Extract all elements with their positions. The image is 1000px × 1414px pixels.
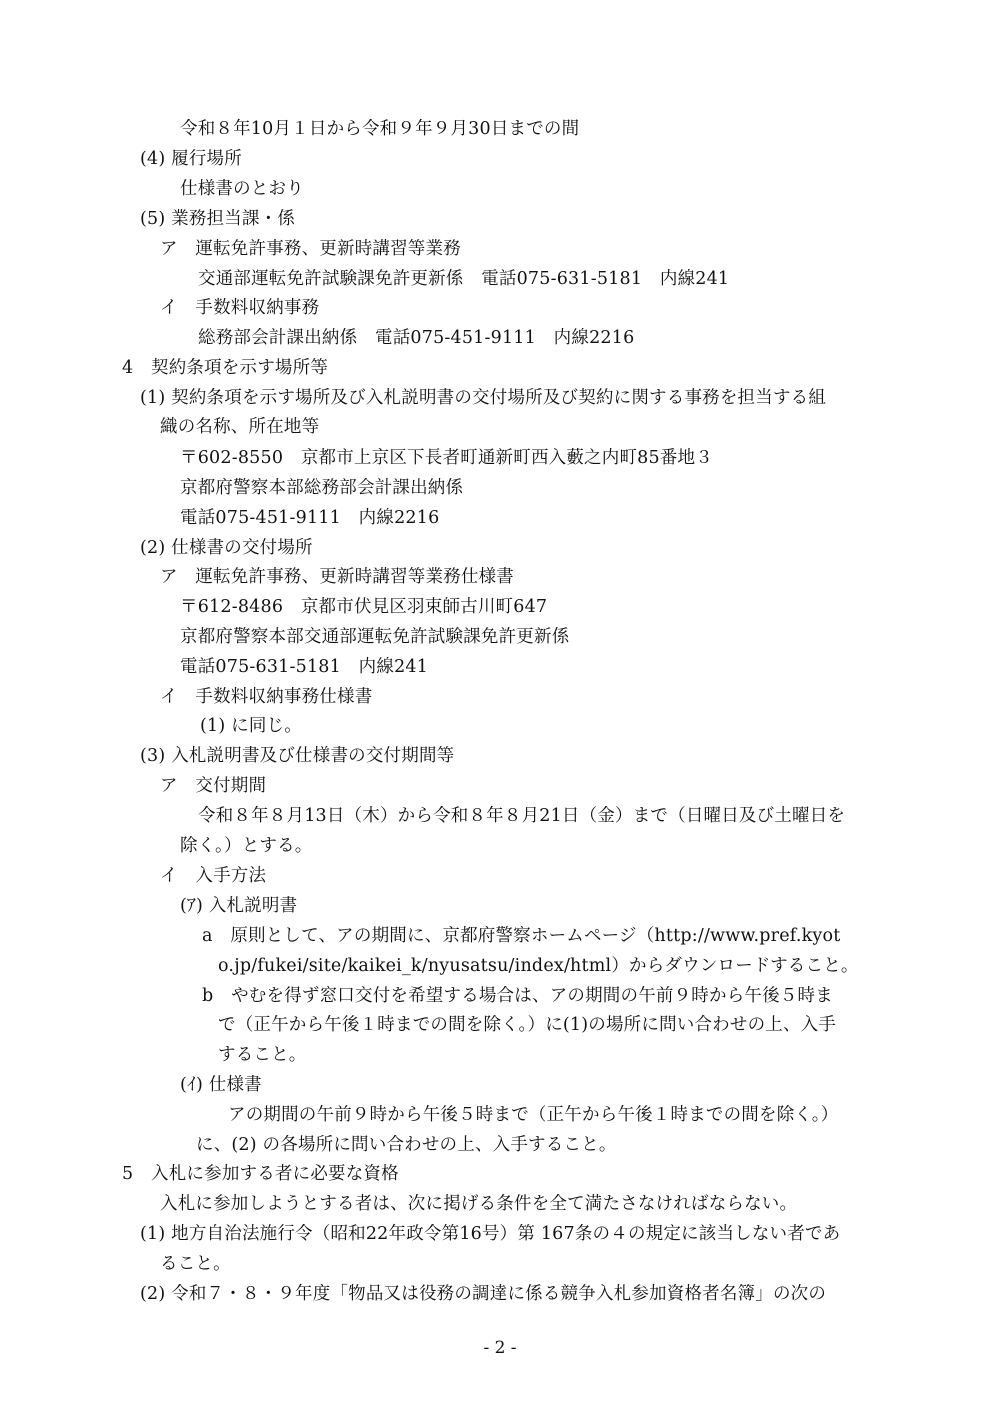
text-line: 総務部会計課出納係 電話075-451-9111 内線2216 (198, 328, 635, 348)
text-line: イ 手数料収納事務仕様書 (160, 687, 373, 707)
text-line: ア 運転免許事務、更新時講習等業務仕様書 (160, 567, 514, 587)
text-line: (ｱ) 入札説明書 (180, 896, 298, 916)
text-line: (1) に同じ。 (200, 716, 302, 736)
text-line: イ 入手方法 (160, 866, 267, 886)
text-line: b やむを得ず窓口交付を希望する場合は、アの期間の午前９時から午後５時ま (202, 986, 833, 1006)
text-line: イ 手数料収納事務 (160, 298, 320, 318)
text-line: (5) 業務担当課・係 (140, 209, 296, 229)
text-line: 除く。）とする。 (180, 836, 313, 856)
section-heading: 4 契約条項を示す場所等 (122, 358, 329, 378)
text-line: (3) 入札説明書及び仕様書の交付期間等 (140, 746, 455, 766)
text-line: すること。 (218, 1045, 307, 1065)
text-line: 入札に参加しようとする者は、次に掲げる条件を全て満たさなければならない。 (160, 1194, 798, 1214)
text-line: ア 交付期間 (160, 776, 267, 796)
text-line: 仕様書のとおり (180, 179, 304, 199)
text-line: 電話075-631-5181 内線241 (180, 657, 429, 677)
text-line: に、(2) の各場所に問い合わせの上、入手すること。 (196, 1135, 617, 1155)
text-line: (2) 令和７・８・９年度「物品又は役務の調達に係る競争入札参加資格者名簿」の次の (140, 1284, 827, 1304)
text-line: アの期間の午前９時から午後５時まで（正午から午後１時までの間を除く。） (228, 1105, 839, 1125)
text-line: (1) 契約条項を示す場所及び入札説明書の交付場所及び契約に関する事務を担当する組 (140, 388, 827, 408)
text-line: ること。 (160, 1254, 231, 1274)
text-line: 令和８年10月１日から令和９年９月30日までの間 (180, 119, 580, 139)
text-line: (ｲ) 仕様書 (180, 1075, 262, 1095)
text-line: 織の名称、所在地等 (160, 417, 320, 437)
text-line: 交通部運転免許試験課免許更新係 電話075-631-5181 内線241 (198, 269, 730, 289)
text-line: (1) 地方自治法施行令（昭和22年政令第16号）第 167条の４の規定に該当しない者であ (140, 1224, 841, 1244)
text-line: 電話075-451-9111 内線2216 (180, 508, 440, 528)
text-line: ア 運転免許事務、更新時講習等業務 (160, 239, 461, 259)
text-line: 京都府警察本部総務部会計課出納係 (180, 478, 464, 498)
text-line: a 原則として、アの期間に、京都府警察ホームページ（http://www.pref.kyot (202, 926, 841, 946)
text-line: (4) 履行場所 (140, 149, 242, 169)
text-line: で（正午から午後１時までの間を除く。）に(1)の場所に問い合わせの上、入手 (218, 1015, 837, 1035)
text-line: o.jp/fukei/site/kaikei_k/nyusatsu/index/html）からダウンロードすること。 (218, 956, 859, 976)
text-line: 京都府警察本部交通部運転免許試験課免許更新係 (180, 627, 570, 647)
text-line: 〒612-8486 京都市伏見区羽束師古川町647 (180, 597, 548, 617)
page-number: - 2 - (483, 1338, 517, 1358)
text-line: 令和８年８月13日（木）から令和８年８月21日（金）まで（日曜日及び土曜日を (198, 806, 846, 826)
section-heading: 5 入札に参加する者に必要な資格 (122, 1164, 399, 1184)
text-line: 〒602-8550 京都市上京区下長者町通新町西入藪之内町85番地３ (180, 448, 713, 468)
text-line: (2) 仕様書の交付場所 (140, 538, 313, 558)
